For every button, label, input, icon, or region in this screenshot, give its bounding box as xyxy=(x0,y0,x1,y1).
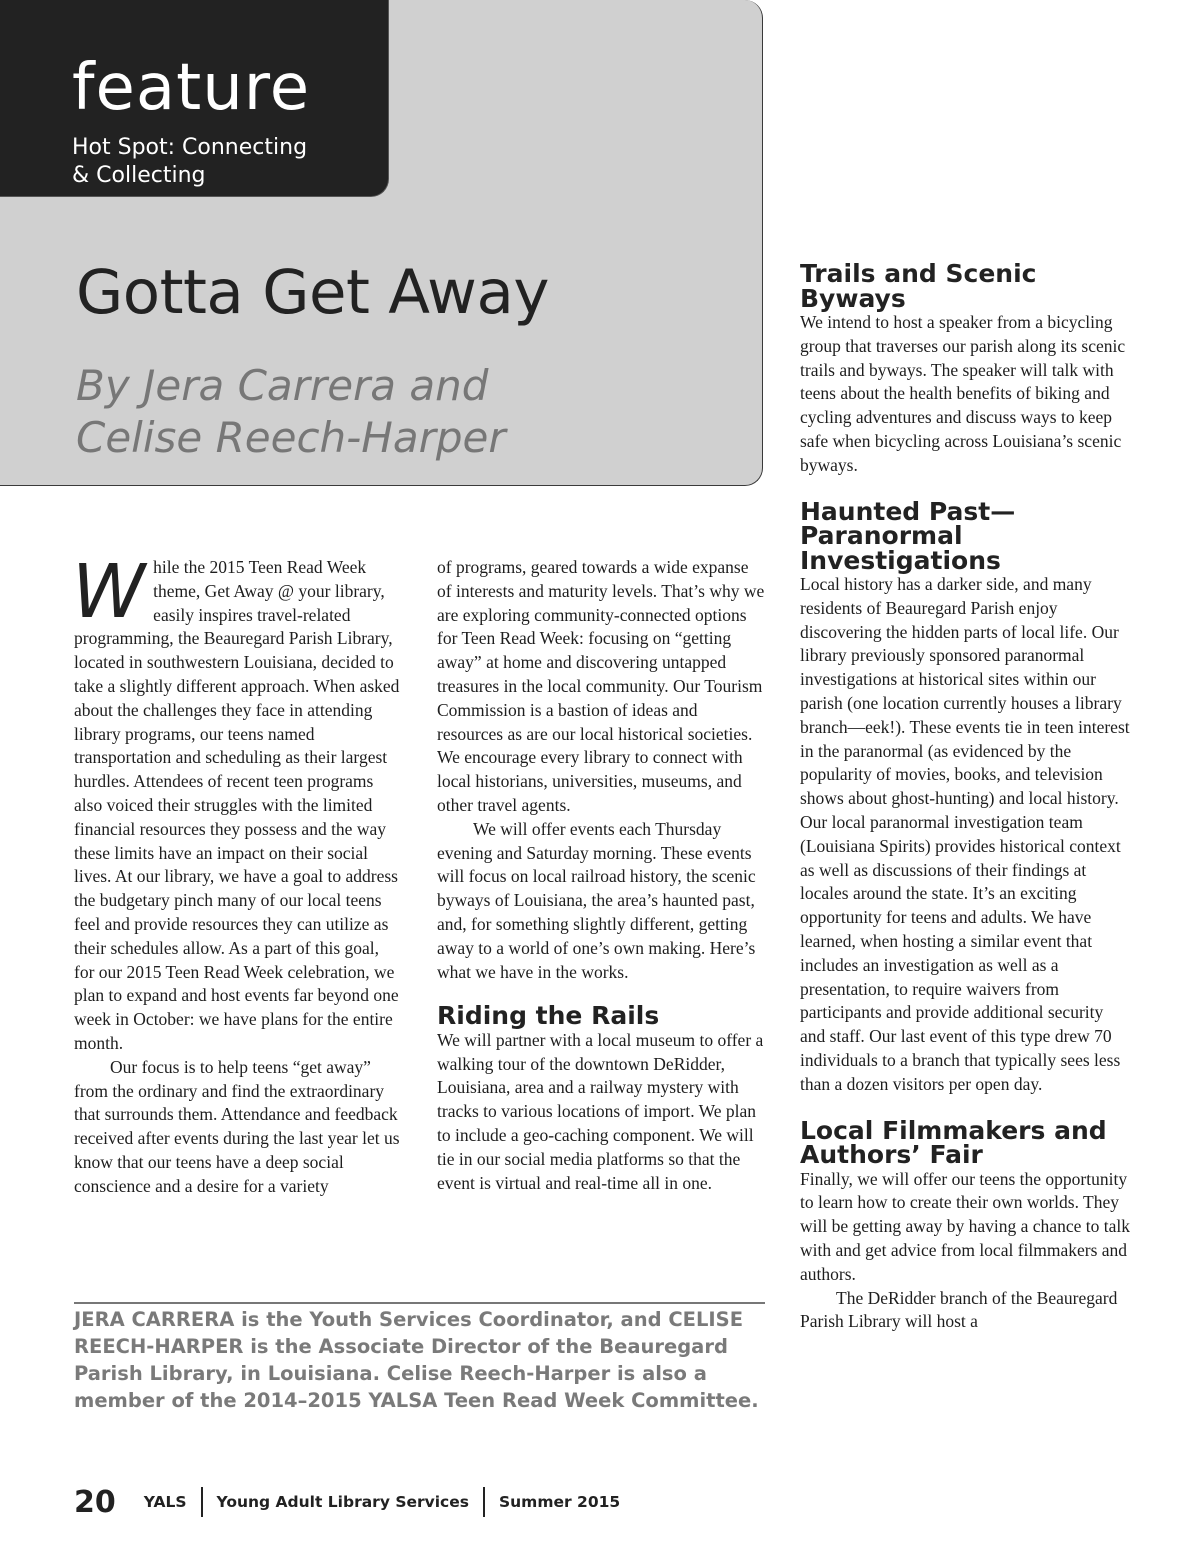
section-subtitle xyxy=(72,134,372,190)
footer-separator xyxy=(201,1487,203,1517)
author-bio: JERA CARRERA is the Youth Services Coordinator, and CELISE REECH-HARPER is the Associate Director of the Beauregard Parish Library, in Louisiana. Celise Reech-Harper is also a member of the 2014–2015 YALSA Teen Read Week Committee. xyxy=(74,1308,759,1412)
byline-line1: By Jera Carrera and xyxy=(76,361,489,410)
events-paragraph: We will offer events each Thursday evening and Saturday morning. These events will focus on local railroad history, the scenic byways of Louisiana, the area’s haunted past, and, for something slightly different, getting away to a world of one’s own making. Here’s what we have in the works. xyxy=(437,818,756,982)
film-paragraph-2: The DeRidder branch of the Beauregard Parish Library will host a xyxy=(800,1287,1118,1332)
section-tab xyxy=(0,0,389,197)
haunted-paragraph: Local history has a darker side, and many residents of Beauregard Parish enjoy discovering the hidden parts of local life. Our library previously sponsored paranormal investigations at historical sites within our parish (one location currently houses a library branch—eek!). These events tie in teen interest in the paranormal (as evidenced by the popularity of movies, books, and television shows about ghost-hunting) and local history. Our local paranormal investigation team (Louisiana Spirits) provides historical context as well as discussions of their findings at locales around the state. It’s an exciting opportunity for teens and adults. We have learned, when hosting a similar event that includes an investigation as well as a presentation, to require waivers from participants and provide additional security and staff. Our last event of this type drew 70 individuals to a branch that typically sees less than a dozen visitors per open day. xyxy=(800,574,1130,1094)
rails-heading: Riding the Rails xyxy=(437,1001,660,1031)
footer-separator xyxy=(483,1487,485,1517)
focus-paragraph: Our focus is to help teens “get away” from the ordinary and find the extraordinary that surrounds them. Attendance and feedback received after events during the last year let us know that our teens have a deep social conscience and a desire for a variety xyxy=(74,1056,400,1196)
bio-divider xyxy=(74,1302,765,1304)
intro-text: hile the 2015 Teen Read Week theme, Get Away @ your library, easily inspires travel-related programming, the Beauregard Parish Library, located in southwestern Louisiana, decided to take a slightly different approach. When asked about the challenges they face in attending library programs, our teens named transportation and scheduling as their largest hurdles. Attendees of recent teen programs also voiced their struggles with the limited financial resources they possess and the way these limits have an impact on their social lives. At our library, we have a goal to address the budgetary pinch many of our local teens feel and provide resources they can utilize as their schedules allow. As a part of this goal, for our 2015 Teen Read Week celebration, we plan to expand and host events far beyond one week in October: we have plans for the entire month. xyxy=(74,557,400,1053)
article-byline xyxy=(76,360,736,464)
haunted-heading: Haunted Past—Paranormal Investigations xyxy=(800,496,1016,575)
column-1 xyxy=(72,549,402,1199)
film-paragraph: Finally, we will offer our teens the opportunity to learn how to create their own worlds. They will be getting away by having a chance to talk with and get advice from local filmmakers and authors. xyxy=(800,1168,1130,1284)
programs-paragraph: of programs, geared towards a wide expanse of interests and maturity levels. That’s why we are exploring community-connected options for Teen Read Week: focusing on “getting away” at home and discovering untapped treasures in the local community. Our Tourism Commission is a bastion of ideas and resources as are our local historical societies. We encourage every library to connect with local historians, universities, museums, and other travel agents. xyxy=(437,557,765,815)
page-footer xyxy=(74,1486,620,1518)
section-subtitle-line2: & Collecting xyxy=(72,163,206,188)
column-2 xyxy=(437,556,765,1195)
journal-abbreviation: YALS xyxy=(143,1493,187,1511)
intro-paragraph xyxy=(72,549,402,1056)
rails-paragraph: We will partner with a local museum to offer a walking tour of the downtown DeRidder, Louisiana, area and a railway mystery with tracks to various locations of import. We plan to include a geo-caching component. We will tie in our social media platforms so that the event is virtual and real-time all in one. xyxy=(437,1029,764,1193)
drop-cap: W xyxy=(72,549,146,635)
byline-line2: Celise Reech-Harper xyxy=(76,413,506,462)
issue-date: Summer 2015 xyxy=(498,1493,621,1511)
trails-paragraph: We intend to host a speaker from a bicycling group that traverses our parish along its scenic trails and byways. The speaker will talk with teens about the health benefits of biking and cycling adventures and discuss ways to keep safe when bicycling across Louisiana’s scenic byways. xyxy=(800,312,1126,475)
page-number: 20 xyxy=(74,1484,116,1520)
section-subtitle-line1: Hot Spot: Connecting xyxy=(72,135,308,160)
article-title: Gotta Get Away xyxy=(76,257,549,328)
column-3 xyxy=(800,259,1130,1334)
section-label: feature xyxy=(72,51,311,125)
journal-name: Young Adult Library Services xyxy=(216,1493,469,1511)
trails-heading: Trails and Scenic Byways xyxy=(800,259,1037,313)
film-heading: Local Filmmakers and Authors’ Fair xyxy=(800,1115,1107,1170)
